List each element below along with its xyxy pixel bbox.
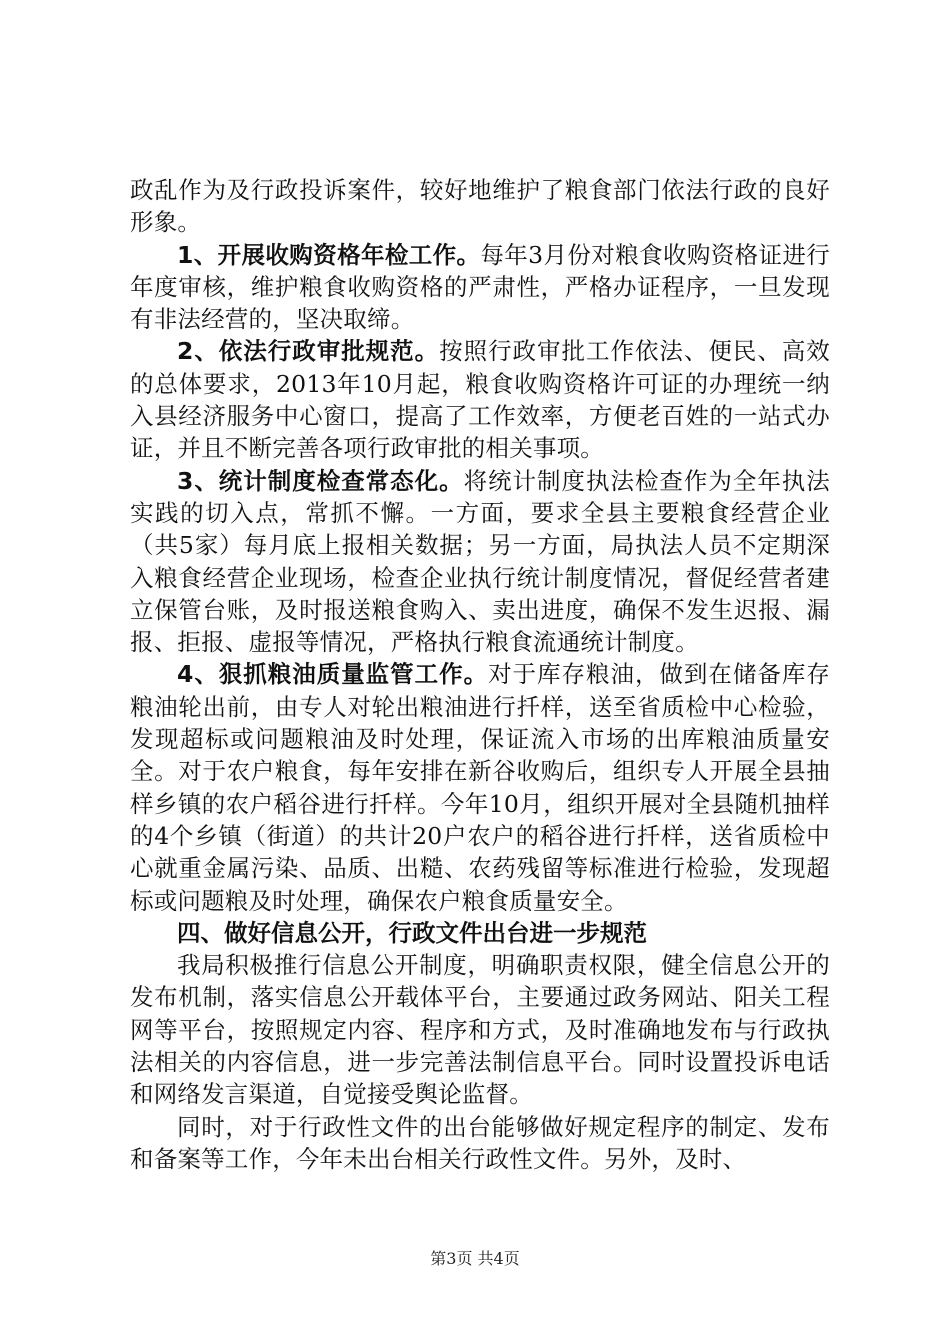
paragraph-text: 对于库存粮油，做到在储备库存粮油轮出前，由专人对轮出粮油进行扦样，送至省质检中心检验，发现超标或问题粮油及时处理，保证流入市场的出库粮油质量安全。对于农户粮食，每年安排在新谷收购后，组织专人开展全县抽样乡镇的农户稻谷进行扦样。今年10月，组织开展对全县随机抽样的4个乡镇（街道）的共计20户农户的稻谷进行扦样，送省质检中心就重金属污染、品质、出糙、农药残留等标准进行检验，发现超标或问题粮及时处理，确保农户粮食质量安全。: [130, 660, 830, 915]
paragraph-text: 我局积极推行信息公开制度，明确职责权限，健全信息公开的发布机制，落实信息公开载体平台，主要通过政务网站、阳关工程网等平台，按照规定内容、程序和方式，及时准确地发布与行政执法相关的内容信息，进一步完善法制信息平台。同时设置投诉电话和网络发言渠道，自觉接受舆论监督。: [130, 951, 830, 1109]
page-number-footer: 第3页 共4页: [430, 1249, 520, 1268]
paragraph-admin-documents: [130, 1111, 830, 1176]
paragraph-info-disclosure: [130, 949, 830, 1110]
paragraph-item-4: [130, 658, 830, 916]
paragraph-item-2: [130, 335, 830, 464]
paragraph-lead: 2、依法行政审批规范。: [177, 337, 440, 366]
paragraph-text: 将统计制度执法检查作为全年执法实践的切入点，常抓不懈。一方面，要求全县主要粮食经营企业（共5家）每月底上报相关数据；另一方面，局执法人员不定期深入粮食经营企业现场，检查企业执行统计制度情况，督促经营者建立保管台账，及时报送粮食购入、卖出进度，确保不发生迟报、漏报、拒报、虚报等情况，严格执行粮食流通统计制度。: [130, 466, 830, 657]
paragraph-text: 每年3月份对粮食收购资格证进行年度审核，维护粮食收购资格的严肃性，严格办证程序，一旦发现有非法经营的，坚决取缔。: [130, 240, 830, 334]
paragraph-lead: 4、狠抓粮油质量监管工作。: [177, 660, 489, 689]
document-body: [130, 174, 830, 1175]
paragraph-text: 政乱作为及行政投诉案件，较好地维护了粮食部门依法行政的良好形象。: [130, 176, 830, 237]
paragraph-text: 同时，对于行政性文件的出台能够做好规定程序的制定、发布和备案等工作，今年未出台相关行政性文件。另外，及时、: [130, 1112, 830, 1173]
paragraph-item-1: [130, 239, 830, 336]
paragraph-item-3: [130, 465, 830, 659]
paragraph-continuation: [130, 174, 830, 239]
paragraph-text: 按照行政审批工作依法、便民、高效的总体要求，2013年10月起，粮食收购资格许可证的办理统一纳入县经济服务中心窗口，提高了工作效率，方便老百姓的一站式办证，并且不断完善各项行政审批的相关事项。: [130, 337, 830, 463]
paragraph-lead: 1、开展收购资格年检工作。: [177, 240, 481, 269]
paragraph-lead: 3、统计制度检查常态化。: [177, 466, 464, 495]
section-heading: 四、做好信息公开，行政文件出台进一步规范: [177, 918, 647, 947]
